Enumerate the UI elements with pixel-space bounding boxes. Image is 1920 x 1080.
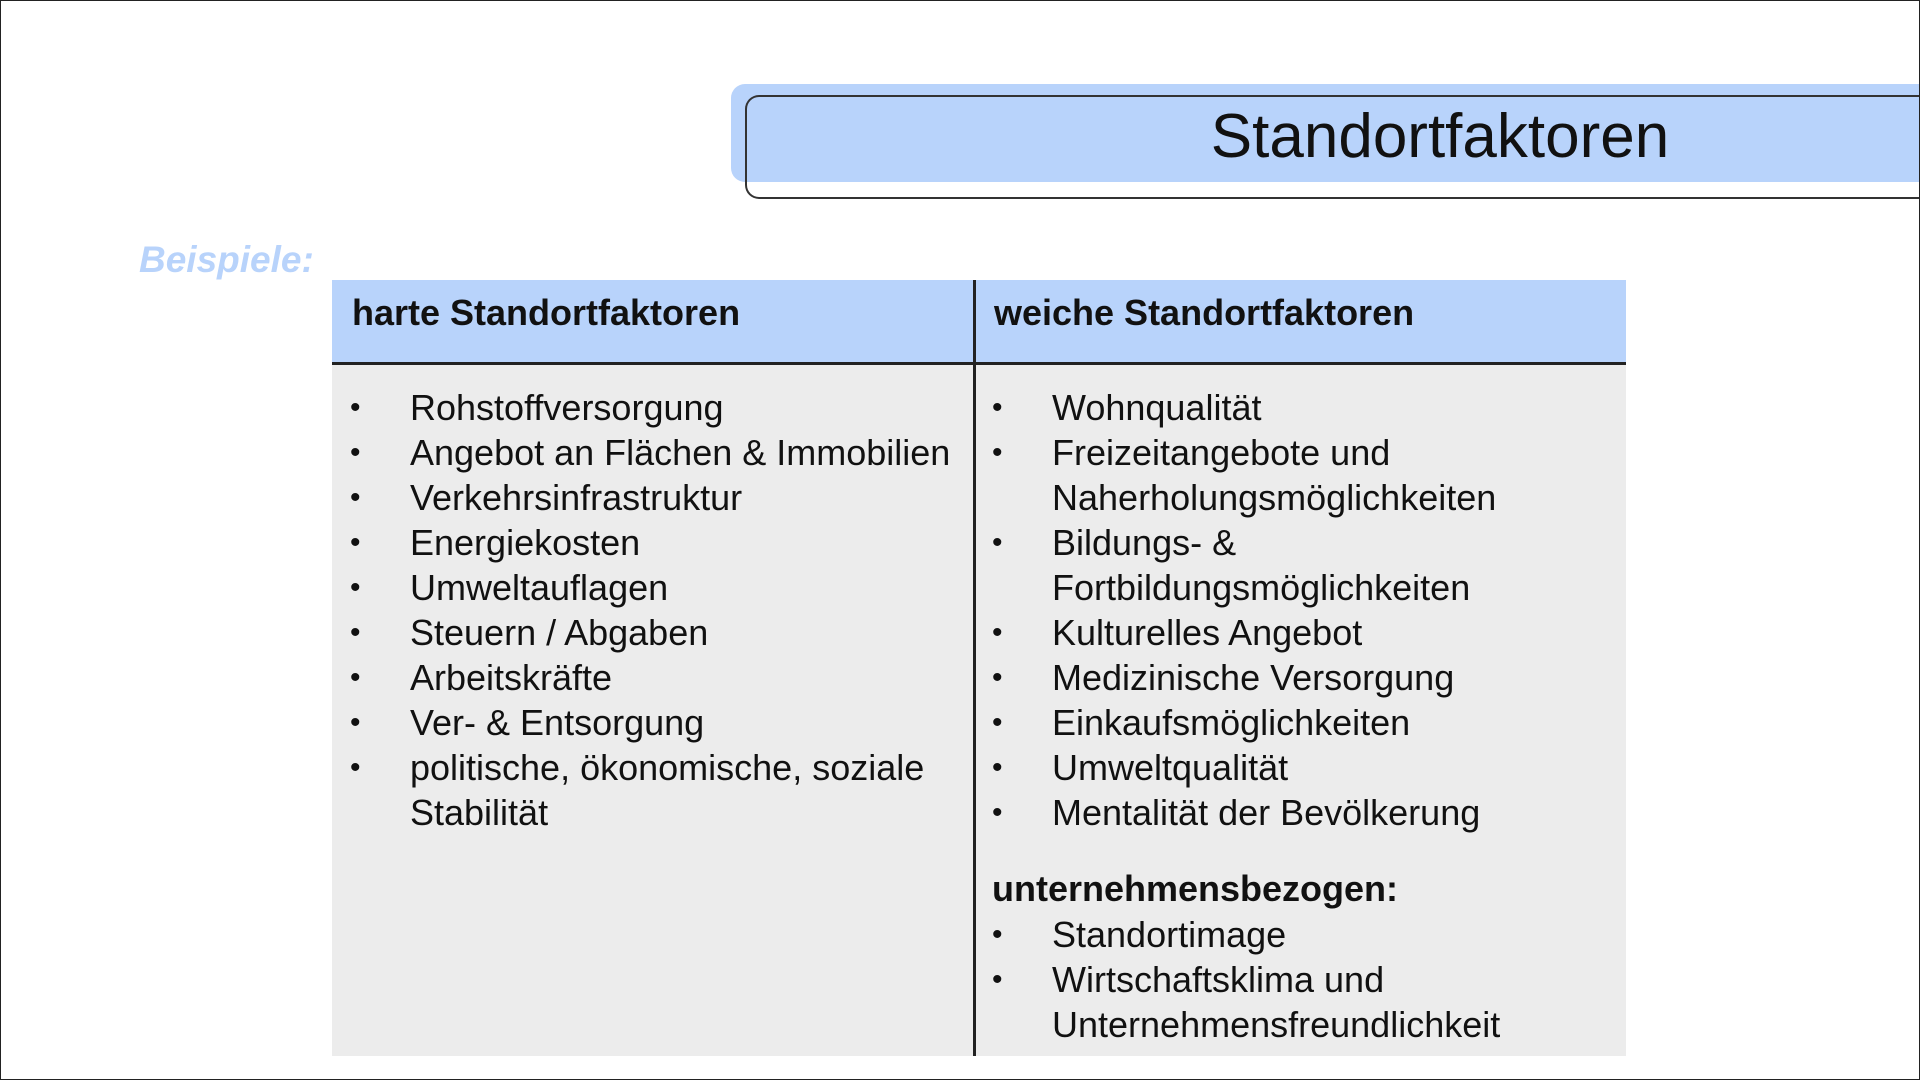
soft-factors-column (974, 280, 1626, 1056)
bullet-icon: • (992, 918, 1003, 951)
bullet-icon: • (350, 706, 361, 739)
list-item: • Bildungs- & Fortbildungsmöglichkeiten (992, 522, 1471, 608)
bullet-icon: • (350, 391, 361, 424)
bullet-icon: • (992, 963, 1003, 996)
list-item: • Wohnqualität (992, 387, 1262, 428)
list-item: • Medizinische Versorgung (992, 657, 1455, 698)
bullet-icon: • (350, 751, 361, 784)
slide-title: Standortfaktoren (1210, 102, 1670, 171)
factors-table (332, 280, 1626, 1056)
bullet-icon: • (992, 391, 1003, 424)
list-item: • Wirtschaftsklima und Unternehmensfreundlichkeit (992, 959, 1501, 1045)
list-item: • Ver- & Entsorgung (350, 702, 705, 743)
bullet-icon: • (350, 436, 361, 469)
soft-factors-header-label: weiche Standortfaktoren (994, 292, 1415, 333)
list-item: • Rohstoffversorgung (350, 387, 724, 428)
list-item: • Verkehrsinfrastruktur (350, 477, 743, 518)
bullet-icon: • (350, 481, 361, 514)
bullet-icon: • (992, 661, 1003, 694)
hard-factors-body (332, 365, 974, 1056)
list-item: • Freizeitangebote und Naherholungsmöglichkeiten (992, 432, 1497, 518)
list-item: • Arbeitskräfte (350, 657, 613, 698)
soft-factors-header (974, 280, 1626, 365)
bullet-icon: • (350, 571, 361, 604)
hard-factors-list (350, 385, 970, 835)
hard-factors-header (332, 280, 974, 365)
bullet-icon: • (992, 616, 1003, 649)
bullet-icon: • (350, 526, 361, 559)
list-item: • Mentalität der Bevölkerung (992, 792, 1481, 833)
bullet-icon: • (992, 436, 1003, 469)
list-item: • Standortimage (992, 914, 1287, 955)
hard-factors-header-label: harte Standortfaktoren (352, 292, 741, 333)
company-related-list (992, 912, 1612, 1047)
bullet-icon: • (992, 751, 1003, 784)
column-divider (973, 280, 976, 1056)
list-item: • Umweltqualität (992, 747, 1289, 788)
list-item: • Angebot an Flächen & Immobilien (350, 432, 951, 473)
examples-label: Beispiele: (139, 239, 314, 280)
list-item: • Energiekosten (350, 522, 641, 563)
bullet-icon: • (992, 796, 1003, 829)
bullet-icon: • (350, 661, 361, 694)
soft-factors-list (992, 385, 1612, 835)
hard-factors-column (332, 280, 974, 1056)
list-item: • Steuern / Abgaben (350, 612, 709, 653)
company-related-heading: unternehmensbezogen: (992, 868, 1399, 909)
bullet-icon: • (992, 706, 1003, 739)
soft-factors-body (974, 365, 1626, 1056)
bullet-icon: • (350, 616, 361, 649)
list-item: • Umweltauflagen (350, 567, 669, 608)
list-item: • politische, ökonomische, soziale Stabilität (350, 747, 925, 833)
bullet-icon: • (992, 526, 1003, 559)
list-item: • Einkaufsmöglichkeiten (992, 702, 1411, 743)
list-item: • Kulturelles Angebot (992, 612, 1363, 653)
